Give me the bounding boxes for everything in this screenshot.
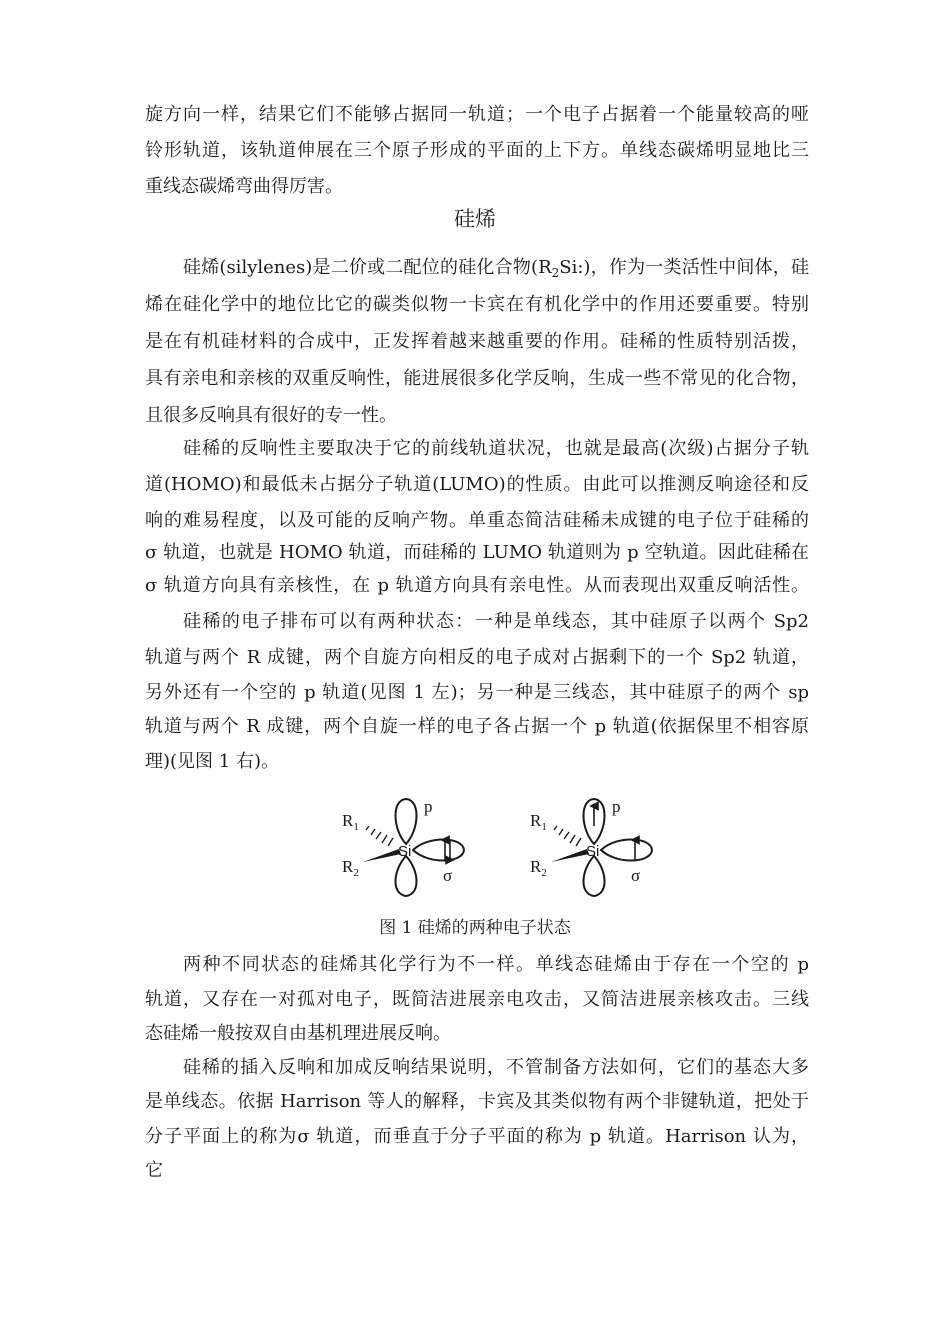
paragraph-line: 响的难易程度，以及可能的反响产物。单重态简洁硅稀未成键的电子位于硅稀的 — [145, 510, 809, 531]
paragraph-line: 理)(见图 1 右)。 — [145, 751, 279, 772]
text-run: 硅烯(silylenes)是二价或二配位的硅化合物(R — [183, 257, 552, 278]
silylene-orbital-figure — [325, 790, 665, 905]
r1-label: $R_1$ — [342, 811, 359, 833]
p-label: p — [424, 797, 433, 816]
text-line: 重线态碳烯弯曲得厉害。 — [145, 176, 343, 197]
r1-label: $R_1$ — [530, 811, 547, 833]
paragraph-line: 它 — [145, 1160, 163, 1181]
hashed-bond-r1 — [366, 826, 393, 846]
paragraph-line: 硅稀的电子排布可以有两种状态：一种是单线态，其中硅原子以两个 Sp2 — [183, 611, 809, 632]
paragraph-line: 是在有机硅材料的合成中，正发挥着越来越重要的作用。硅稀的性质特别活拨， — [145, 331, 809, 352]
text-line: 旋方向一样，结果它们不能够占据同一轨道；一个电子占据着一个能量较高的哑 — [145, 104, 809, 125]
wedge-bond-r2 — [551, 849, 589, 862]
p-label: p — [612, 797, 621, 816]
subscript: 2 — [551, 266, 560, 280]
text-line: 铃形轨道，该轨道伸展在三个原子形成的平面的上下方。单线态碳烯明显地比三 — [145, 140, 809, 161]
paragraph-line: 轨道与两个 R 成键，两个自旋方向相反的电子成对占据剩下的一个 Sp2 轨道， — [145, 647, 809, 668]
paragraph-line: 道(HOMO)和最低未占据分子轨道(LUMO)的性质。由此可以推测反响途径和反 — [145, 474, 809, 495]
r2-label: $R_2$ — [342, 857, 359, 879]
section-title: 硅烯 — [454, 207, 496, 231]
paragraph-line: 分子平面上的称为σ 轨道，而垂直于分子平面的称为 p 轨道。Harrison 认为， — [145, 1126, 809, 1147]
paragraph-line: 另外还有一个空的 p 轨道(见图 1 左)；另一种是三线态，其中硅原子的两个 sp — [145, 682, 809, 703]
figure-caption: 图 1 硅烯的两种电子状态 — [379, 918, 571, 938]
paragraph-line: 态硅烯一般按双自由基机理进展反响。 — [145, 1023, 451, 1044]
paragraph-line — [183, 256, 809, 285]
triplet-diagram — [530, 797, 652, 896]
r2-label: $R_2$ — [530, 857, 547, 879]
sigma-orbital-lobe — [413, 839, 464, 860]
si-label: Si — [398, 843, 412, 860]
paragraph-line: 轨道，又存在一对孤对电子，既简洁进展亲电攻击，又简洁进展亲核攻击。三线 — [145, 989, 809, 1010]
paragraph-line: 具有亲电和亲核的双重反响性，能进展很多化学反响，生成一些不常见的化合物， — [145, 368, 809, 389]
paragraph-line: 两种不同状态的硅烯其化学行为不一样。单线态硅烯由于存在一个空的 p — [183, 954, 809, 975]
paragraph-line: 是单线态。依据 Harrison 等人的解释，卡宾及其类似物有两个非键轨道，把处于 — [145, 1091, 809, 1112]
sigma-label: σ — [631, 866, 641, 885]
p-orbital-upper-lobe — [395, 799, 416, 844]
paragraph-line: 轨道与两个 R 成键，两个自旋一样的电子各占据一个 p 轨道(依据保里不相容原 — [145, 716, 809, 737]
paragraph-line: 硅稀的插入反响和加成反响结果说明，不管制备方法如何，它们的基态大多 — [183, 1057, 809, 1078]
paragraph-line: 硅稀的反响性主要取决于它的前线轨道状况，也就是最高(次级)占据分子轨 — [183, 438, 809, 459]
sigma-orbital-lobe — [601, 839, 652, 860]
paragraph-line: σ 轨道方向具有亲核性，在 p 轨道方向具有亲电性。从而表现出双重反响活性。 — [145, 575, 809, 596]
paragraph-line: σ 轨道，也就是 HOMO 轨道，而硅稀的 LUMO 轨道则为 p 空轨道。因此硅稀在 — [145, 542, 809, 563]
paragraph-line: 且很多反响具有很好的专一性。 — [145, 405, 397, 426]
sigma-label: σ — [443, 866, 453, 885]
singlet-diagram — [342, 797, 464, 896]
paragraph-line: 烯在硅化学中的地位比它的碳类似物一卡宾在有机化学中的作用还要重要。特别 — [145, 294, 809, 315]
hashed-bond-r1 — [554, 826, 581, 846]
p-orbital-lower-lobe — [583, 856, 604, 896]
p-orbital-lower-lobe — [395, 856, 416, 896]
si-label: Si — [586, 843, 600, 860]
text-run: Si:)，作为一类活性中间体，硅 — [559, 257, 809, 278]
wedge-bond-r2 — [363, 849, 401, 862]
